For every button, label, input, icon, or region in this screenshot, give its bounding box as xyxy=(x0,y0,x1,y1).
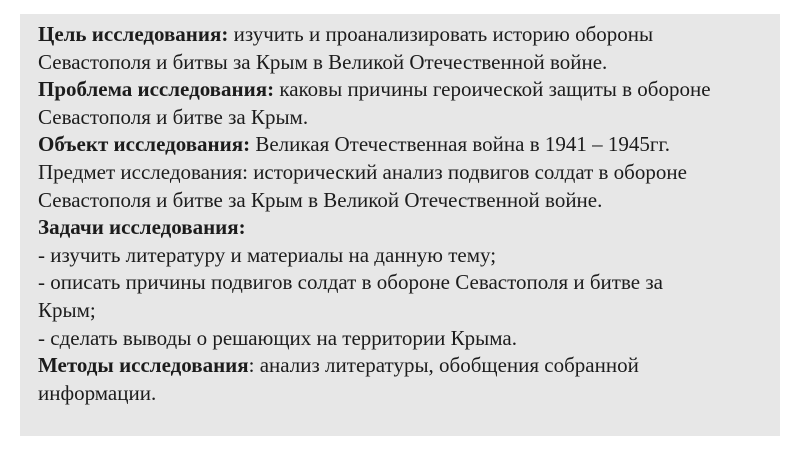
problem-label: Проблема исследования: xyxy=(38,77,275,102)
methods-label: Методы исследования xyxy=(38,353,249,378)
goal-label: Цель исследования: xyxy=(38,22,229,46)
problem-line-1 xyxy=(38,76,778,104)
task-item-1: - изучить литературу и материалы на данную тему; xyxy=(38,242,497,267)
methods-text-1: : анализ литературы, обобщения собранной xyxy=(248,353,639,378)
task-item-2-line-1: - описать причины подвигов солдат в обороне Севастополя и битве за xyxy=(38,270,663,295)
slide-text xyxy=(38,21,778,407)
goal-text-1: изучить и проанализировать историю обороны xyxy=(228,22,654,46)
goal-line-2: Севастополя и битвы за Крым в Великой Отечественной войне. xyxy=(38,49,608,74)
task-item-2-line-2: Крым; xyxy=(38,297,96,322)
object-text: Великая Отечественная война в 1941 – 1945гг. xyxy=(250,132,670,157)
tasks-label: Задачи исследования: xyxy=(38,215,246,240)
object-line xyxy=(38,131,778,159)
subject-line-2: Севастополя и битве за Крым в Великой Отечественной войне. xyxy=(38,187,603,212)
subject-line-1: Предмет исследования: исторический анализ подвигов солдат в обороне xyxy=(38,159,687,184)
methods-line-1 xyxy=(38,352,778,380)
problem-text-1: каковы причины героической защиты в обороне xyxy=(274,77,711,102)
problem-line-2: Севастополя и битве за Крым. xyxy=(38,104,309,129)
object-label: Объект исследования: xyxy=(38,132,251,157)
goal-line-1 xyxy=(38,21,778,49)
task-item-3: - сделать выводы о решающих на территории Крыма. xyxy=(38,325,517,350)
methods-line-2: информации. xyxy=(38,380,157,405)
